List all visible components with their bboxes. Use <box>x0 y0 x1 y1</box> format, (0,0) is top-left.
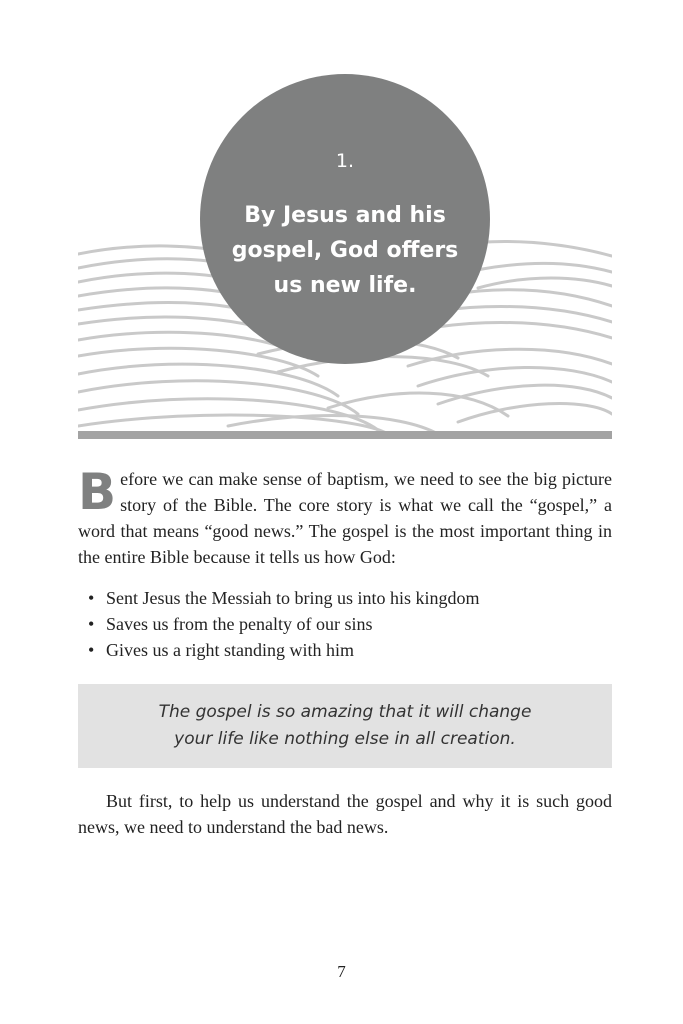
callout-line-1: The gospel is so amazing that it will change <box>158 702 532 722</box>
bullet-icon: • <box>88 640 95 660</box>
list-item: • Saves us from the penalty of our sins <box>86 611 606 637</box>
list-item: • Sent Jesus the Messiah to bring us into his kingdom <box>86 585 606 611</box>
intro-text: efore we can make sense of baptism, we need to see the big picture story of the Bible. The core story is what we call the “gospel,” a word that means “good news.” The gospel is the most important thing in the entire Bible because it tells us how God: <box>78 469 612 567</box>
chapter-number: 1. <box>335 150 355 172</box>
page-number: 7 <box>337 962 346 981</box>
bullet-icon: • <box>88 588 95 608</box>
intro-paragraph <box>78 463 612 570</box>
drop-cap: B <box>78 463 117 521</box>
callout-box <box>78 684 612 768</box>
list-item: • Gives us a right standing with him <box>86 637 606 663</box>
bullet-icon: • <box>88 614 95 634</box>
callout-line-2: your life like nothing else in all creation. <box>174 729 516 749</box>
header-rule <box>78 431 612 439</box>
chapter-title: By Jesus and his gospel, God offers us new life. <box>231 203 459 298</box>
chapter-circle <box>200 74 490 364</box>
closing-paragraph: But first, to help us understand the gospel and why it is such good news, we need to understand the bad news. <box>78 791 612 837</box>
bullet-list <box>86 585 606 663</box>
